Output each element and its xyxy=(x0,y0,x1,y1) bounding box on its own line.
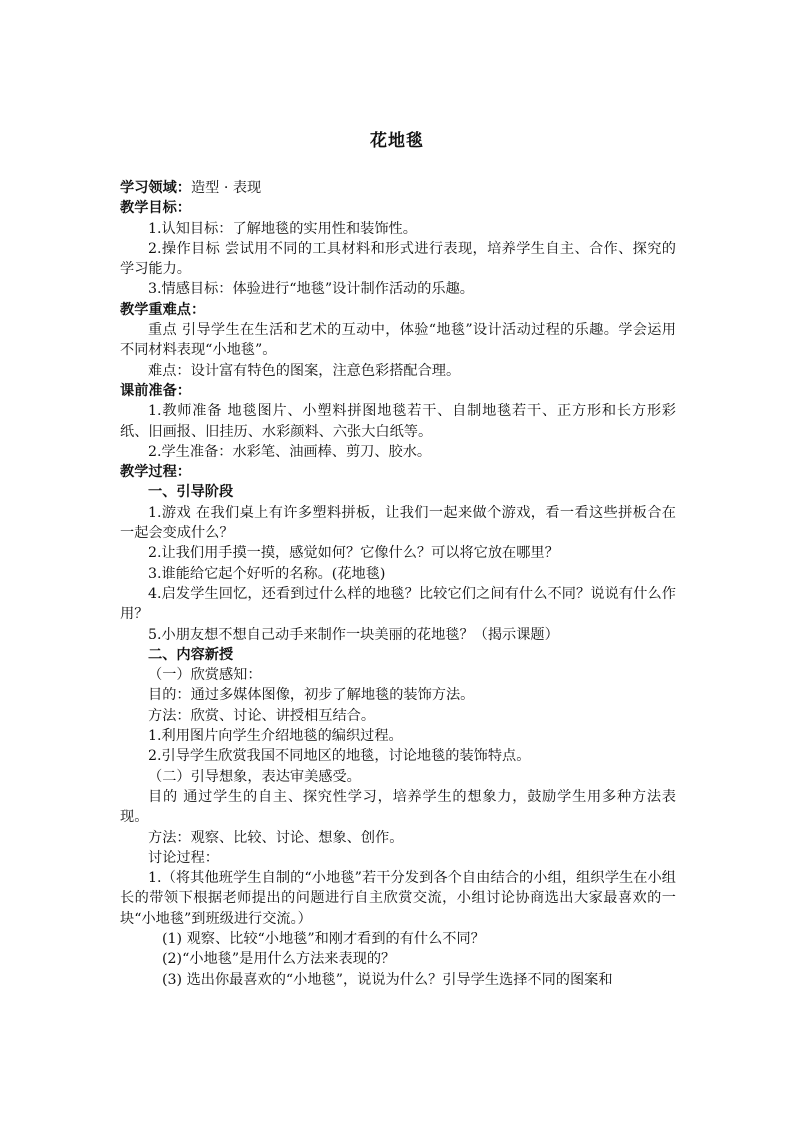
part-2-method: 方法：观察、比较、讨论、想象、创作。 xyxy=(148,829,404,846)
question-1: (1) 观察、比较“小地毯”和刚才看到的有什么不同？ xyxy=(162,930,485,947)
student-preparation: 2.学生准备：水彩笔、油画棒、剪刀、胶水。 xyxy=(148,443,432,460)
discussion-heading: 讨论过程： xyxy=(148,849,219,866)
learning-domain-value: 造型 · 表现 xyxy=(190,180,262,196)
part-1-method: 方法：欣赏、讨论、讲授相互结合。 xyxy=(148,707,376,724)
stage-1-item-3: 3.谁能给它起个好听的名称。(花地毯) xyxy=(148,565,386,582)
question-3: (3) 选出你最喜欢的“小地毯”，说说为什么？引导学生选择不同的图案和 xyxy=(162,971,613,988)
stage-1-item-2: 2.让我们用手摸一摸，感觉如何？它像什么？可以将它放在哪里？ xyxy=(148,545,559,562)
stage-1-heading: 一、引导阶段 xyxy=(148,484,234,501)
learning-domain-label: 学习领域： xyxy=(120,180,191,196)
key-points-heading: 教学重难点： xyxy=(120,301,206,318)
difficulty: 难点：设计富有特色的图案，注意色彩搭配合理。 xyxy=(148,362,461,379)
goal-1: 1.认知目标：了解地毯的实用性和装饰性。 xyxy=(148,220,417,237)
part-2-goal: 目的 通过学生的自主、探究性学习，培养学生的想象力，鼓励学生用多种方法表现。 xyxy=(120,788,676,826)
part-1-heading: （一）欣赏感知： xyxy=(148,667,262,684)
question-2: (2)“小地毯”是用什么方法来表现的？ xyxy=(162,951,396,968)
teacher-preparation: 1.教师准备 地毯图片、小塑料拼图地毯若干、自制地毯若干、正方形和长方形彩纸、旧画报、旧挂历、水彩颜料、六张大白纸等。 xyxy=(120,403,676,440)
goal-3: 3.情感目标：体验进行“地毯”设计制作活动的乐趣。 xyxy=(148,281,474,298)
goals-heading: 教学目标： xyxy=(120,200,191,217)
part-1-item-1: 1.利用图片向学生介绍地毯的编织过程。 xyxy=(148,728,403,745)
learning-domain-line xyxy=(120,178,676,198)
stage-1-item-4: 4.启发学生回忆，还看到过什么样的地毯？比较它们之间有什么不同？说说有什么作用？ xyxy=(120,585,676,623)
document-title: 花地毯 xyxy=(370,131,424,151)
stage-1-item-5: 5.小朋友想不想自己动手来制作一块美丽的花地毯？（揭示课题） xyxy=(148,626,559,643)
part-2-heading: （二）引导想象，表达审美感受。 xyxy=(148,768,361,785)
stage-1-item-1: 1.游戏 在我们桌上有许多塑料拼板，让我们一起来做个游戏，看一看这些拼板合在一起会变成什么？ xyxy=(120,504,676,542)
preparation-heading: 课前准备： xyxy=(120,382,191,399)
key-point: 重点 引导学生在生活和艺术的互动中，体验“地毯”设计活动过程的乐趣。学会运用不同材料表现“小地毯”。 xyxy=(120,322,676,359)
part-1-item-2: 2.引导学生欣赏我国不同地区的地毯，讨论地毯的装饰特点。 xyxy=(148,748,531,765)
discussion-item-1: 1.（将其他班学生自制的“小地毯”若干分发到各个自由结合的小组，组织学生在小组长的带领下根据老师提出的问题进行自主欣赏交流，小组讨论协商选出大家最喜欢的一块“小地毯”到班级进行交流。） xyxy=(120,870,676,927)
part-1-goal: 目的：通过多媒体图像，初步了解地毯的装饰方法。 xyxy=(148,687,475,704)
process-heading: 教学过程： xyxy=(120,464,191,481)
stage-2-heading: 二、内容新授 xyxy=(148,646,234,663)
document-body xyxy=(120,178,676,990)
goal-2: 2.操作目标 尝试用不同的工具材料和形式进行表现，培养学生自主、合作、探究的学习能力。 xyxy=(120,240,676,278)
